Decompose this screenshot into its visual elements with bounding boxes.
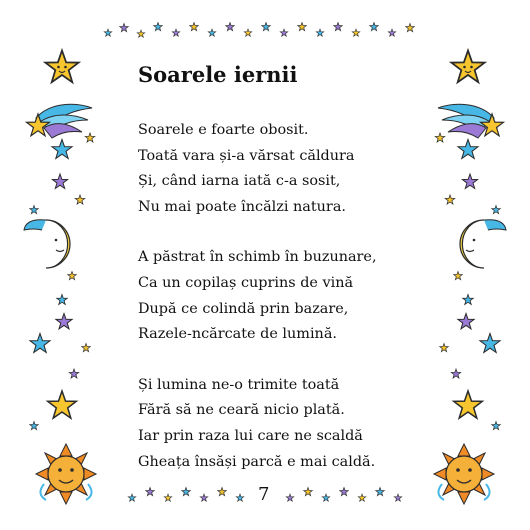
star-icon: [463, 295, 473, 305]
star-icon: [30, 422, 39, 430]
poem-line: Și lumina ne-o trimite toată: [138, 376, 340, 393]
star-icon: [454, 272, 463, 280]
star-icon: [75, 195, 85, 204]
star-icon: [85, 133, 95, 142]
star-icon: [370, 23, 379, 31]
star-icon: [458, 314, 474, 329]
star-icon: [154, 23, 163, 31]
star-icon: [208, 29, 216, 36]
comet-icon: [438, 104, 503, 138]
star-icon: [492, 206, 501, 214]
star-icon: [137, 30, 145, 37]
top-stars: [104, 23, 414, 38]
star-icon: [440, 344, 449, 352]
star-icon: [352, 29, 360, 36]
star-icon: [56, 314, 72, 329]
poem-line: Soarele e foarte obosit.: [138, 122, 309, 138]
star-icon: [280, 29, 288, 36]
sun-icon: [434, 444, 494, 504]
star-icon: [445, 195, 455, 204]
poem-line: Razele-ncărcate de lumină.: [138, 326, 337, 343]
stanza-1: [138, 118, 408, 220]
star-icon: [57, 295, 67, 305]
star-icon: [120, 24, 129, 32]
poem-line: Nu mai poate încălzi natura.: [138, 198, 346, 215]
star-icon: [435, 133, 445, 142]
star-icon: [334, 23, 343, 31]
comet-icon: [27, 104, 92, 138]
star-icon: [298, 23, 307, 31]
star-icon: [30, 334, 50, 353]
star-icon: [30, 206, 39, 214]
poem-line: Toată vara și-a vărsat căldura: [138, 147, 355, 164]
star-icon: [52, 140, 72, 159]
star-icon: [454, 391, 483, 418]
star-icon: [480, 334, 500, 353]
star-icon: [226, 23, 235, 31]
star-icon: [48, 391, 77, 418]
right-border: [434, 51, 506, 505]
star-icon: [262, 23, 271, 31]
poem-line: Iar prin raza lui care ne scaldă: [138, 427, 363, 444]
star-icon: [52, 174, 67, 188]
star-icon: [68, 272, 77, 280]
stanza-3: [138, 373, 408, 475]
star-icon: [128, 494, 136, 501]
poem-line: După ce colindă prin bazare,: [138, 300, 349, 317]
star-icon: [172, 29, 180, 36]
crescent-moon-icon: [460, 220, 506, 268]
star-icon: [104, 29, 112, 36]
poem-line: Fără să ne ceară nicio plată.: [138, 402, 345, 419]
sun-icon: [36, 444, 96, 504]
star-icon: [190, 23, 199, 31]
star-icon: [244, 29, 252, 36]
smiling-star-icon: [45, 51, 78, 83]
star-icon: [462, 174, 477, 188]
star-icon: [451, 369, 461, 378]
poem-line: Gheața însăși parcă e mai caldă.: [138, 453, 376, 470]
poem-line: Și, când iarna iată c-a sosit,: [138, 173, 341, 190]
poem-body: [138, 118, 408, 500]
star-icon: [492, 422, 501, 430]
star-icon: [316, 29, 324, 36]
star-icon: [388, 29, 396, 36]
poem-line: A păstrat în schimb în buzunare,: [138, 249, 377, 266]
star-icon: [406, 24, 415, 32]
star-icon: [82, 344, 91, 352]
poem-title: Soarele iernii: [138, 62, 298, 87]
star-icon: [458, 140, 478, 159]
poem-line: Ca un copilaș cuprins de vină: [138, 274, 354, 291]
page-number: 7: [258, 484, 270, 505]
stanza-2: [138, 245, 408, 347]
smiling-star-icon: [451, 51, 484, 83]
star-icon: [69, 369, 79, 378]
left-border: [24, 51, 96, 505]
crescent-moon-icon: [24, 220, 70, 268]
